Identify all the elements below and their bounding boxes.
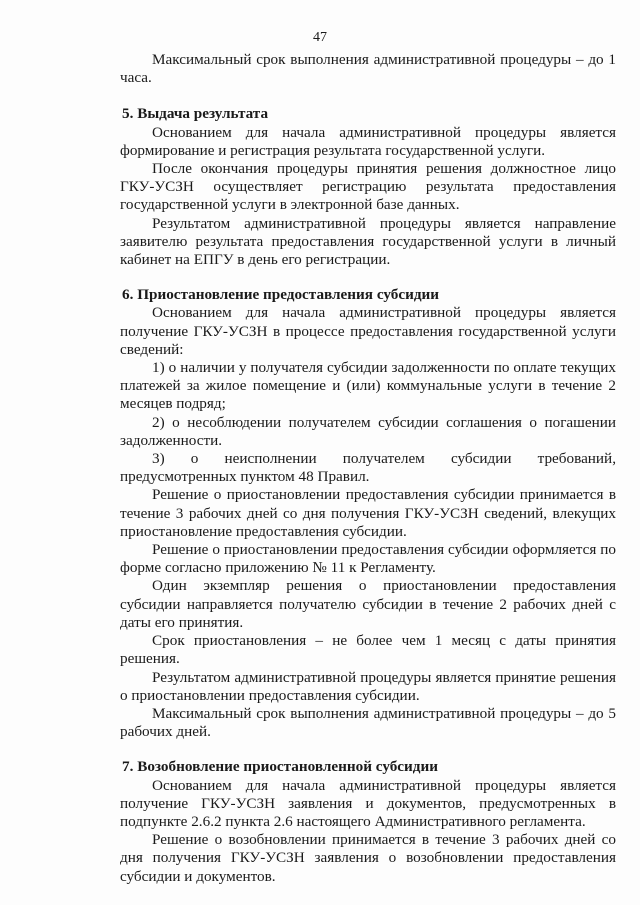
paragraph: Основанием для начала административной процедуры является формирование и регистрация результата государственной услуги. [120, 123, 616, 159]
paragraph: Результатом административной процедуры является направление заявителю результата предоставления государственной услуги в личный кабинет на ЕПГУ в день его регистрации. [120, 214, 616, 269]
paragraph: Один экземпляр решения о приостановлении предоставления субсидии направляется получателю субсидии в течение 2 рабочих дней с даты его принятия. [120, 577, 616, 631]
paragraph: Основанием для начала административной процедуры является получение ГКУ-УСЗН заявления и документов, предусмотренных в подпункте 2.6.2 пункта 2.6 настоящего Административного регламента. [120, 776, 616, 830]
list-item: 3) о неисполнении получателем субсидии требований, предусмотренных пунктом 48 Правил. [120, 450, 616, 486]
paragraph: Результатом административной процедуры является принятие решения о приостановлении предоставления субсидии. [120, 668, 616, 704]
section-heading: 7. Возобновление приостановленной субсидии [122, 758, 438, 776]
spacer [120, 87, 616, 105]
section-heading: 6. Приостановление предоставления субсидии [122, 286, 440, 304]
paragraph: Срок приостановления – не более чем 1 месяц с даты принятия решения. [120, 632, 616, 668]
section-6 [120, 286, 616, 741]
section-heading: 5. Выдача результата [122, 105, 269, 123]
paragraph: Решение о возобновлении принимается в течение 3 рабочих дней со дня получения ГКУ-УСЗН заявления о возобновлении предоставления субсидии и документов. [120, 831, 616, 885]
spacer [120, 269, 616, 286]
section-7 [120, 758, 616, 885]
paragraph: Максимальный срок выполнения административной процедуры – до 5 рабочих дней. [120, 704, 616, 741]
paragraph: Решение о приостановлении предоставления субсидии принимается в течение 3 рабочих дней со дня получения ГКУ-УСЗН сведений, влекущих приостановление предоставления субсидии. [120, 486, 616, 540]
list-item: 1) о наличии у получателя субсидии задолженности по оплате текущих платежей за жилое помещение и (или) коммунальные услуги в течение 2 месяцев подряд; [120, 359, 616, 413]
paragraph: Решение о приостановлении предоставления субсидии оформляется по форме согласно приложению № 11 к Регламенту. [120, 541, 616, 577]
intro-paragraph: Максимальный срок выполнения административной процедуры – до 1 часа. [120, 51, 616, 87]
page-number: 47 [313, 30, 327, 45]
paragraph: Основанием для начала административной процедуры является получение ГКУ-УСЗН в процессе предоставления государственной услуги сведений: [120, 304, 616, 358]
section-5 [120, 105, 616, 269]
document-body [120, 51, 616, 886]
list-item: 2) о несоблюдении получателем субсидии соглашения о погашении задолженности. [120, 413, 616, 449]
paragraph: После окончания процедуры принятия решения должностное лицо ГКУ-УСЗН осуществляет регистрацию результата предоставления государственной услуги в электронной базе данных. [120, 160, 616, 214]
spacer [120, 741, 616, 758]
